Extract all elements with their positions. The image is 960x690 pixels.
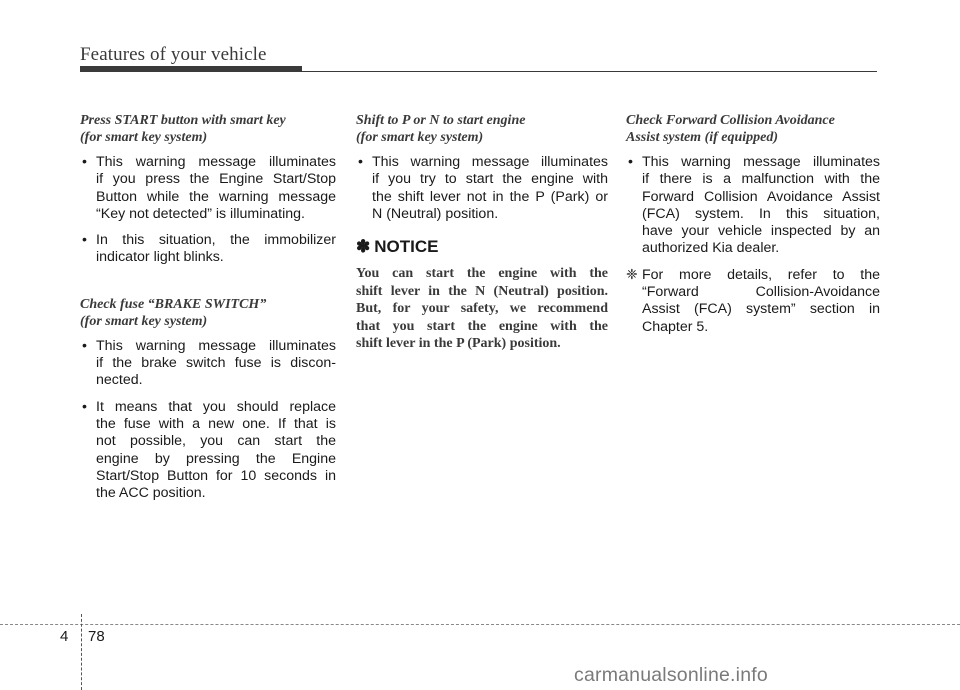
bullet-mark: • xyxy=(358,154,363,170)
bullet-item: • This warning message illuminates if there is a malfunction with the Forward Collision Avoidance Assist (FCA) system. In this situation, have your vehicle inspected by an authorized Kia dealer. xyxy=(628,154,880,257)
bullet-mark: • xyxy=(82,398,87,415)
section-heading-check-fca: Check Forward Collision Avoidance Assist system (if equipped) xyxy=(626,113,835,145)
bullet-item: • In this situation, the immobilizer indicator light blinks. xyxy=(82,232,336,266)
bullet-item: • This warning message illuminates if you press the Engine Start/Stop Button while the warning message “Key not detected” is illuminating. xyxy=(82,154,336,222)
bullet-mark: • xyxy=(82,154,87,170)
notice-title: ✽ NOTICE xyxy=(356,237,439,257)
footer-divider xyxy=(81,614,82,690)
bullet-mark: • xyxy=(82,232,87,249)
footer-rule xyxy=(0,624,960,625)
header-rule-thin xyxy=(80,71,877,72)
column-1 xyxy=(80,112,336,511)
column-3 xyxy=(626,112,880,336)
section-heading-check-fuse: Check fuse “BRAKE SWITCH” (for smart key system) xyxy=(80,296,267,329)
bullet-mark: • xyxy=(628,154,633,170)
bullet-mark: • xyxy=(82,337,87,354)
notice-body: You can start the engine with the shift lever in the N (Neutral) position. But, for your safety, we recommend that you start the engine with the shift lever in the P (Park) position. xyxy=(356,266,608,352)
header-title: Features of your vehicle xyxy=(80,44,267,65)
bullet-item: • This warning message illuminates if the brake switch fuse is discon- nected. xyxy=(82,337,336,389)
column-2 xyxy=(356,112,608,353)
bullet-item: • It means that you should replace the fuse with a new one. If that is not possible, you can start the engine by pressing the Engine Start/Stop Button for 10 seconds in the ACC position. xyxy=(82,398,336,502)
reference-icon: ❈ xyxy=(626,266,638,283)
page-section-number: 4 xyxy=(60,628,69,645)
section-heading-press-start: Press START button with smart key (for smart key system) xyxy=(80,113,286,145)
bullet-item: • This warning message illuminates if you try to start the engine with the shift lever not in the P (Park) or N (Neutral) position. xyxy=(358,154,608,222)
notice-icon: ✽ xyxy=(356,237,371,257)
page-number: 78 xyxy=(88,628,105,645)
watermark: carmanualsonline.info xyxy=(574,664,768,686)
reference-note: ❈ For more details, refer to the “Forward Collision-Avoidance Assist (FCA) system” section in Chapter 5. xyxy=(626,266,880,335)
section-heading-shift-to-p-or-n: Shift to P or N to start engine (for smart key system) xyxy=(356,113,526,145)
